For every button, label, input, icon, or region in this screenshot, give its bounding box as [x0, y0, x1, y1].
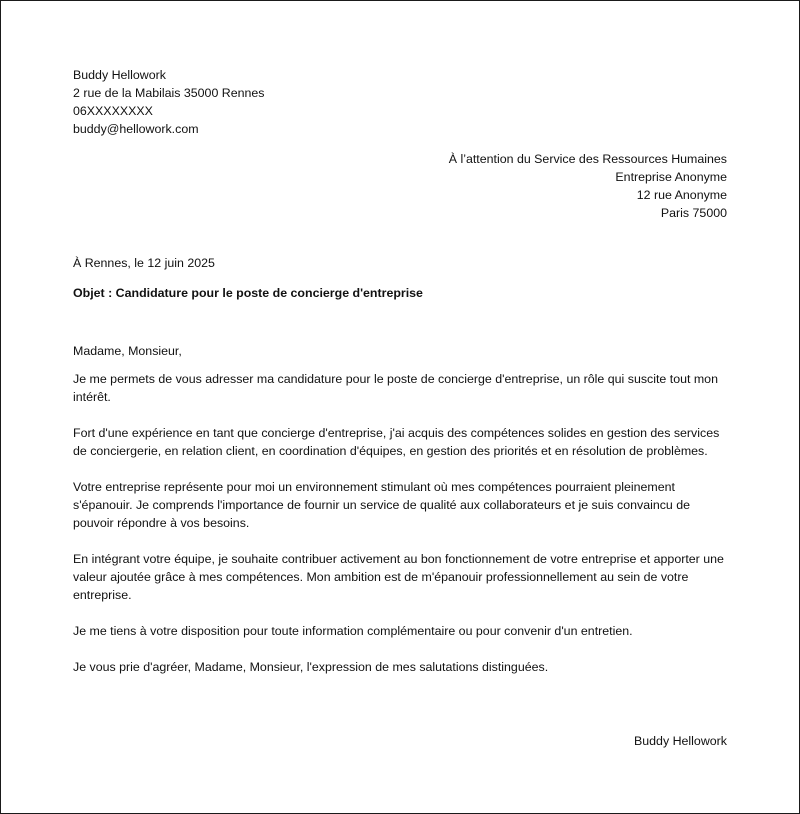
letter-body	[73, 342, 733, 694]
paragraph: Je me permets de vous adresser ma candidature pour le poste de concierge d'entreprise, un rôle qui suscite tout mon intérêt.	[73, 372, 718, 404]
subject-line: Objet : Candidature pour le poste de concierge d'entreprise	[73, 286, 423, 300]
recipient-attention: À l’attention du Service des Ressources Humaines	[448, 152, 727, 166]
sender-address: 2 rue de la Mabilais 35000 Rennes	[73, 86, 265, 100]
signature: Buddy Hellowork	[634, 734, 727, 748]
recipient-block	[449, 150, 727, 222]
sender-email: buddy@hellowork.com	[73, 122, 199, 136]
salutation: Madame, Monsieur,	[73, 344, 182, 358]
recipient-street: 12 rue Anonyme	[636, 188, 727, 202]
recipient-city: Paris 75000	[660, 206, 727, 220]
sender-name: Buddy Hellowork	[73, 68, 166, 82]
recipient-company: Entreprise Anonyme	[615, 170, 727, 184]
paragraph: En intégrant votre équipe, je souhaite contribuer activement au bon fonctionnement de votre entreprise et apporter une valeur ajoutée grâce à mes compétences. Mon ambition est de m'épanouir professionnellement au sein de votre entreprise.	[73, 552, 724, 602]
date-line: À Rennes, le 12 juin 2025	[73, 256, 215, 270]
paragraph: Je me tiens à votre disposition pour toute information complémentaire ou pour convenir d'un entretien.	[73, 624, 633, 638]
paragraph: Fort d'une expérience en tant que concierge d'entreprise, j'ai acquis des compétences solides en gestion des services de conciergerie, en relation client, en coordination d'équipes, en gestion des priorités et en résolution de problèmes.	[73, 426, 720, 458]
closing-formula: Je vous prie d'agréer, Madame, Monsieur, l'expression de mes salutations distinguées.	[73, 660, 549, 674]
paragraph: Votre entreprise représente pour moi un environnement stimulant où mes compétences pourraient pleinement s'épanouir. Je comprends l'importance de fournir un service de qualité aux collaborateurs et je suis convaincu de pouvoir répondre à vos besoins.	[73, 480, 691, 530]
sender-block	[73, 66, 265, 138]
sender-phone: 06XXXXXXXX	[73, 104, 153, 118]
